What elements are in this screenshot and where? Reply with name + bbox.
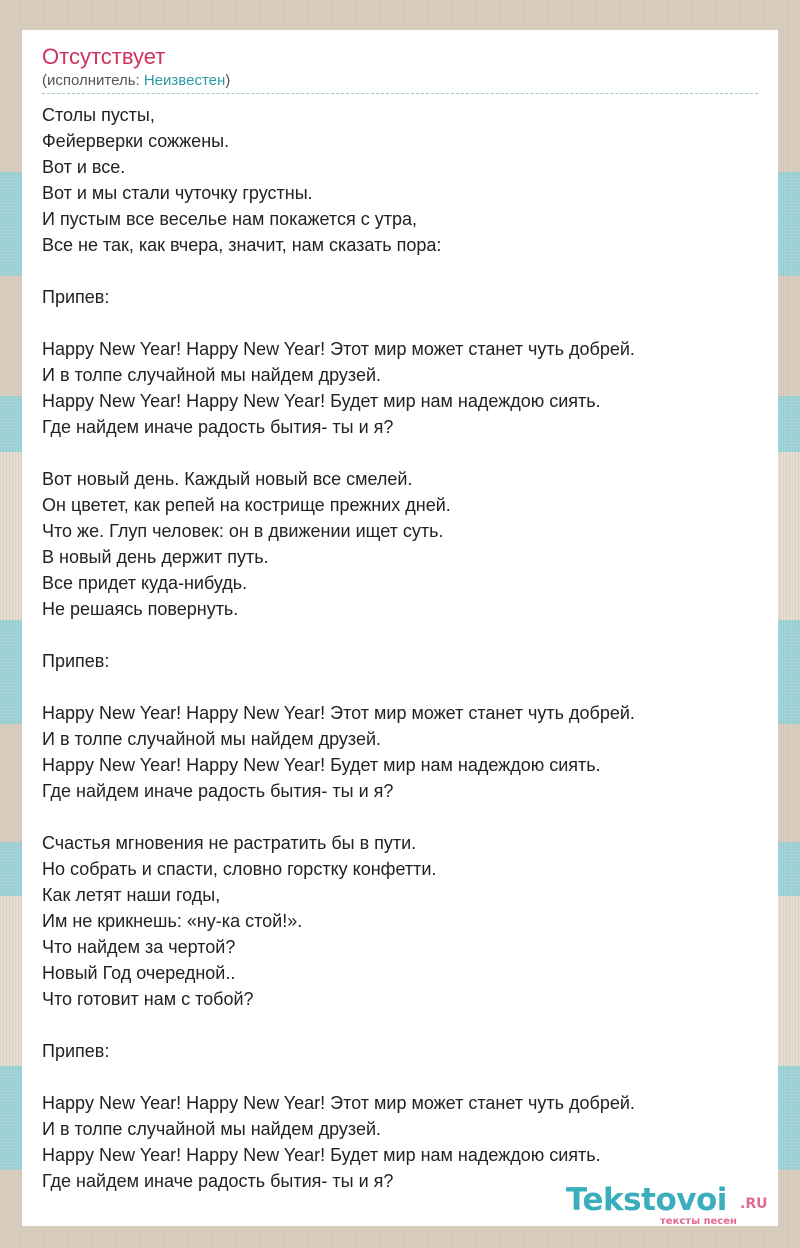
lyric-line: Припев: <box>42 1041 110 1061</box>
lyric-line: Им не крикнешь: «ну-ка стой!». <box>42 911 303 931</box>
logo-tld: .RU <box>740 1196 768 1212</box>
lyric-line: Где найдем иначе радость бытия- ты и я? <box>42 417 394 437</box>
lyrics-text <box>42 102 635 1194</box>
lyric-line: В новый день держит путь. <box>42 547 269 567</box>
lyrics-card <box>22 30 778 1226</box>
lyric-line: Happy New Year! Happy New Year! Этот мир может станет чуть добрей. <box>42 339 635 359</box>
lyric-line: Где найдем иначе радость бытия- ты и я? <box>42 781 394 801</box>
lyric-line: Припев: <box>42 651 110 671</box>
lyric-line: И в толпе случайной мы найдем друзей. <box>42 729 382 749</box>
lyric-line: И в толпе случайной мы найдем друзей. <box>42 1119 382 1139</box>
lyric-line: Что готовит нам с тобой? <box>42 989 254 1009</box>
lyric-line: Happy New Year! Happy New Year! Будет мир нам надеждою сиять. <box>42 391 601 411</box>
lyric-line <box>42 804 635 830</box>
lyric-line <box>42 1064 635 1090</box>
lyric-line: Он цветет, как репей на кострище прежних дней. <box>42 495 451 515</box>
song-title: Отсутствует <box>42 44 166 69</box>
lyric-line: Как летят наши годы, <box>42 885 221 905</box>
lyric-line: Столы пусты, <box>42 105 155 125</box>
lyric-line: Все не так, как вчера, значит, нам сказать пора: <box>42 235 442 255</box>
title-divider <box>42 93 758 94</box>
lyric-line: Счастья мгновения не растратить бы в пути. <box>42 833 417 853</box>
lyric-line: Фейерверки сожжены. <box>42 131 230 151</box>
lyric-line: Но собрать и спасти, словно горстку конфетти. <box>42 859 437 879</box>
lyric-line <box>42 258 635 284</box>
lyric-line <box>42 440 635 466</box>
lyric-line: Что найдем за чертой? <box>42 937 236 957</box>
lyric-line <box>42 674 635 700</box>
lyric-line: И пустым все веселье нам покажется с утра, <box>42 209 417 229</box>
lyric-line <box>42 310 635 336</box>
artist-link[interactable]: Неизвестен <box>143 72 226 89</box>
artist-line <box>42 72 230 89</box>
lyric-line: Новый Год очередной.. <box>42 963 236 983</box>
site-logo[interactable] <box>566 1182 776 1226</box>
lyric-line: Happy New Year! Happy New Year! Этот мир может станет чуть добрей. <box>42 1093 635 1113</box>
lyric-line: Happy New Year! Happy New Year! Этот мир может станет чуть добрей. <box>42 703 635 723</box>
lyric-line: Вот и мы стали чуточку грустны. <box>42 183 313 203</box>
lyric-line: Что же. Глуп человек: он в движении ищет суть. <box>42 521 444 541</box>
lyric-line <box>42 622 635 648</box>
lyric-line: Все придет куда-нибудь. <box>42 573 248 593</box>
lyric-line: И в толпе случайной мы найдем друзей. <box>42 365 382 385</box>
lyric-line <box>42 1012 635 1038</box>
lyric-line: Не решаясь повернуть. <box>42 599 239 619</box>
lyric-line: Вот новый день. Каждый новый все смелей. <box>42 469 413 489</box>
lyric-line: Где найдем иначе радость бытия- ты и я? <box>42 1171 394 1191</box>
lyric-line: Припев: <box>42 287 110 307</box>
lyric-line: Вот и все. <box>42 157 126 177</box>
logo-tagline: тексты песен <box>660 1216 737 1227</box>
logo-name: Tekstovoi <box>566 1182 727 1218</box>
lyric-line: Happy New Year! Happy New Year! Будет мир нам надеждою сиять. <box>42 755 601 775</box>
artist-prefix: (исполнитель: <box>42 72 144 89</box>
lyric-line: Happy New Year! Happy New Year! Будет мир нам надеждою сиять. <box>42 1145 601 1165</box>
artist-suffix: ) <box>225 72 231 89</box>
